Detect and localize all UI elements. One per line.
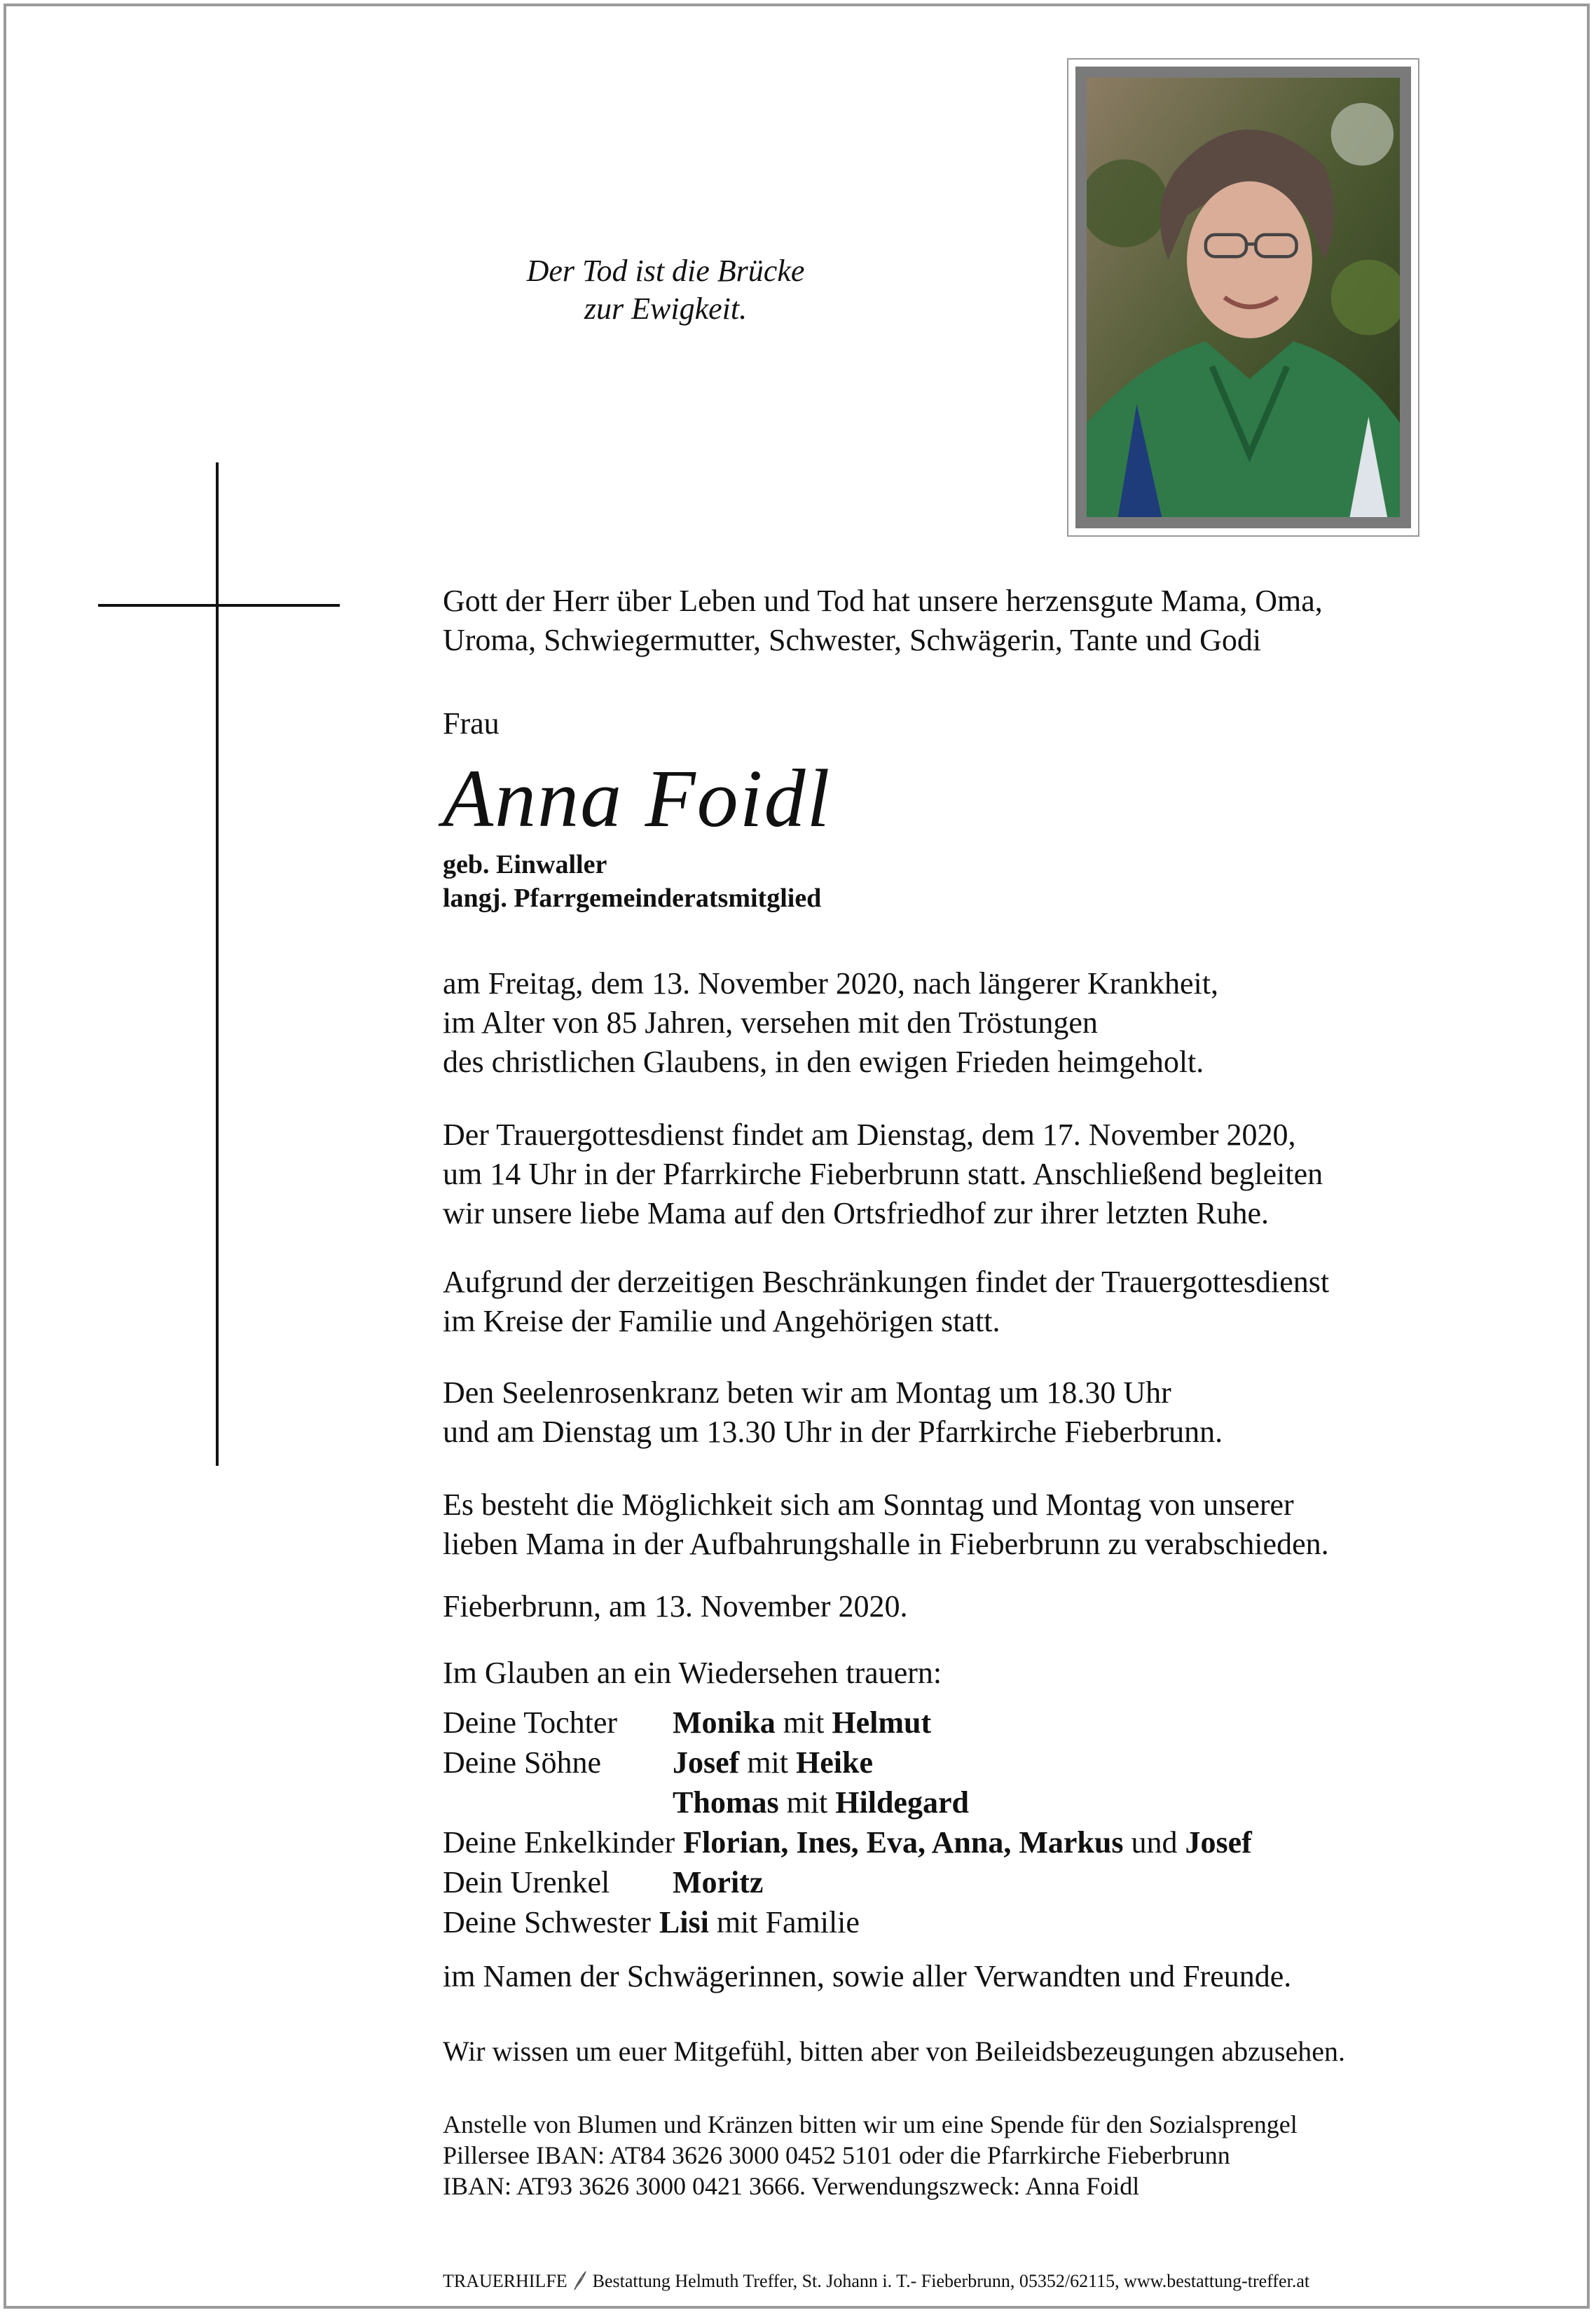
text-line: im Kreise der Familie und Angehörigen statt. xyxy=(443,1304,1000,1338)
mourner-label: Deine Tochter xyxy=(443,1705,618,1740)
mourner-partner: Heike xyxy=(796,1745,873,1780)
mourner-row xyxy=(443,1703,1291,1743)
birth-name: geb. Einwaller xyxy=(443,850,607,879)
service-paragraph xyxy=(443,1115,1564,1233)
text-line: um 14 Uhr in der Pfarrkirche Fieberbrunn statt. Anschließend begleiten xyxy=(443,1157,1323,1191)
death-paragraph xyxy=(443,964,1564,1082)
text-line: Es besteht die Möglichkeit sich am Sonntag und Montag von unserer xyxy=(443,1488,1294,1522)
mourner-row xyxy=(443,1902,1291,1942)
mourner-connector: mit xyxy=(775,1705,832,1740)
text-line: am Freitag, dem 13. November 2020, nach längerer Krankheit, xyxy=(443,966,1218,1001)
mourner-connector: mit xyxy=(778,1785,836,1820)
text-line: des christlichen Glaubens, in den ewigen Frieden heimgeholt. xyxy=(443,1045,1204,1079)
mourner-partner: Helmut xyxy=(832,1705,932,1740)
footer-text: Bestattung Helmuth Treffer, St. Johann i. T.- Fieberbrunn, 05352/62115, www.bestattung-treffer.at xyxy=(592,2271,1310,2291)
intro-line: Uroma, Schwiegermutter, Schwester, Schwägerin, Tante und Godi xyxy=(443,623,1262,657)
mourner-label: Deine Söhne xyxy=(443,1745,602,1780)
mourner-name: Josef xyxy=(673,1745,740,1780)
deceased-name: Anna Foidl xyxy=(443,753,832,844)
mourner-name: Josef xyxy=(1185,1825,1252,1860)
portrait-frame xyxy=(1067,58,1419,537)
mourner-partner: Hildegard xyxy=(835,1785,969,1820)
mourn-intro: Im Glauben an ein Wiedersehen trauern: xyxy=(443,1656,942,1690)
cross-horizontal-bar xyxy=(98,604,340,607)
mourner-name: Florian, Ines, Eva, Anna, Markus xyxy=(683,1825,1124,1860)
donation-note xyxy=(443,2109,1564,2201)
intro-text xyxy=(443,582,1564,660)
text-line: Pillersee IBAN: AT84 3626 3000 0452 5101 oder die Pfarrkirche Fieberbrunn xyxy=(443,2141,1230,2169)
mourner-row xyxy=(443,1743,1291,1782)
mourner-row xyxy=(443,1782,1291,1822)
text-line: Den Seelenrosenkranz beten wir am Montag um 18.30 Uhr xyxy=(443,1375,1171,1410)
mourner-label: Deine Enkelkinder xyxy=(443,1825,675,1860)
mourners-list xyxy=(443,1703,1291,1996)
text-line: IBAN: AT93 3626 3000 0421 3666. Verwendungszweck: Anna Foidl xyxy=(443,2172,1140,2200)
condolences-note: Wir wissen um euer Mitgefühl, bitten aber von Beileidsbezeugungen abzusehen. xyxy=(443,2035,1346,2067)
text-line: im Alter von 85 Jahren, versehen mit den Tröstungen xyxy=(443,1005,1098,1040)
place-date: Fieberbrunn, am 13. November 2020. xyxy=(443,1589,908,1623)
text-line: und am Dienstag um 13.30 Uhr in der Pfarrkirche Fieberbrunn. xyxy=(443,1415,1223,1449)
farewell-paragraph xyxy=(443,1485,1564,1564)
mourner-label: Deine Schwester xyxy=(443,1905,651,1939)
mourner-name: Thomas xyxy=(673,1785,779,1820)
portrait-photo xyxy=(1087,78,1400,517)
portrait-mat xyxy=(1075,67,1411,528)
cross-vertical-bar xyxy=(216,462,219,1466)
mourner-name: Monika xyxy=(673,1705,776,1740)
deceased-role: langj. Pfarrgemeinderatsmitglied xyxy=(443,884,822,913)
motto-line: zur Ewigkeit. xyxy=(584,291,748,326)
mourner-label: Dein Urenkel xyxy=(443,1865,610,1900)
mourner-connector: mit Familie xyxy=(708,1905,860,1939)
text-line: wir unsere liebe Mama auf den Ortsfriedhof zur ihrer letzten Ruhe. xyxy=(443,1196,1269,1230)
motto xyxy=(420,252,911,328)
mourner-name: Moritz xyxy=(673,1865,764,1900)
text-line: Anstelle von Blumen und Kränzen bitten wir um eine Spende für den Sozialsprengel xyxy=(443,2110,1298,2138)
text-line: lieben Mama in der Aufbahrungshalle in Fieberbrunn zu verabschieden. xyxy=(443,1527,1329,1561)
footer-brand: TRAUERHILFE xyxy=(443,2271,567,2291)
rosary-paragraph xyxy=(443,1373,1564,1452)
mourner-connector: und xyxy=(1123,1825,1185,1860)
restrictions-paragraph xyxy=(443,1263,1564,1341)
motto-line: Der Tod ist die Brücke xyxy=(526,254,805,288)
footer xyxy=(443,2270,1309,2293)
text-line: Aufgrund der derzeitigen Beschränkungen findet der Trauergottesdienst xyxy=(443,1265,1330,1299)
deceased-details xyxy=(443,848,821,915)
mourner-connector: mit xyxy=(739,1745,796,1780)
mourner-name: Lisi xyxy=(659,1905,709,1939)
feather-icon xyxy=(572,2270,589,2291)
mourner-row xyxy=(443,1862,1291,1902)
relatives-line: im Namen der Schwägerinnen, sowie aller Verwandten und Freunde. xyxy=(443,1959,1292,1993)
text-line: Der Trauergottesdienst findet am Dienstag, dem 17. November 2020, xyxy=(443,1118,1296,1152)
mourner-row xyxy=(443,1822,1291,1862)
intro-line: Gott der Herr über Leben und Tod hat unsere herzensgute Mama, Oma, xyxy=(443,584,1323,618)
salutation: Frau xyxy=(443,706,500,741)
